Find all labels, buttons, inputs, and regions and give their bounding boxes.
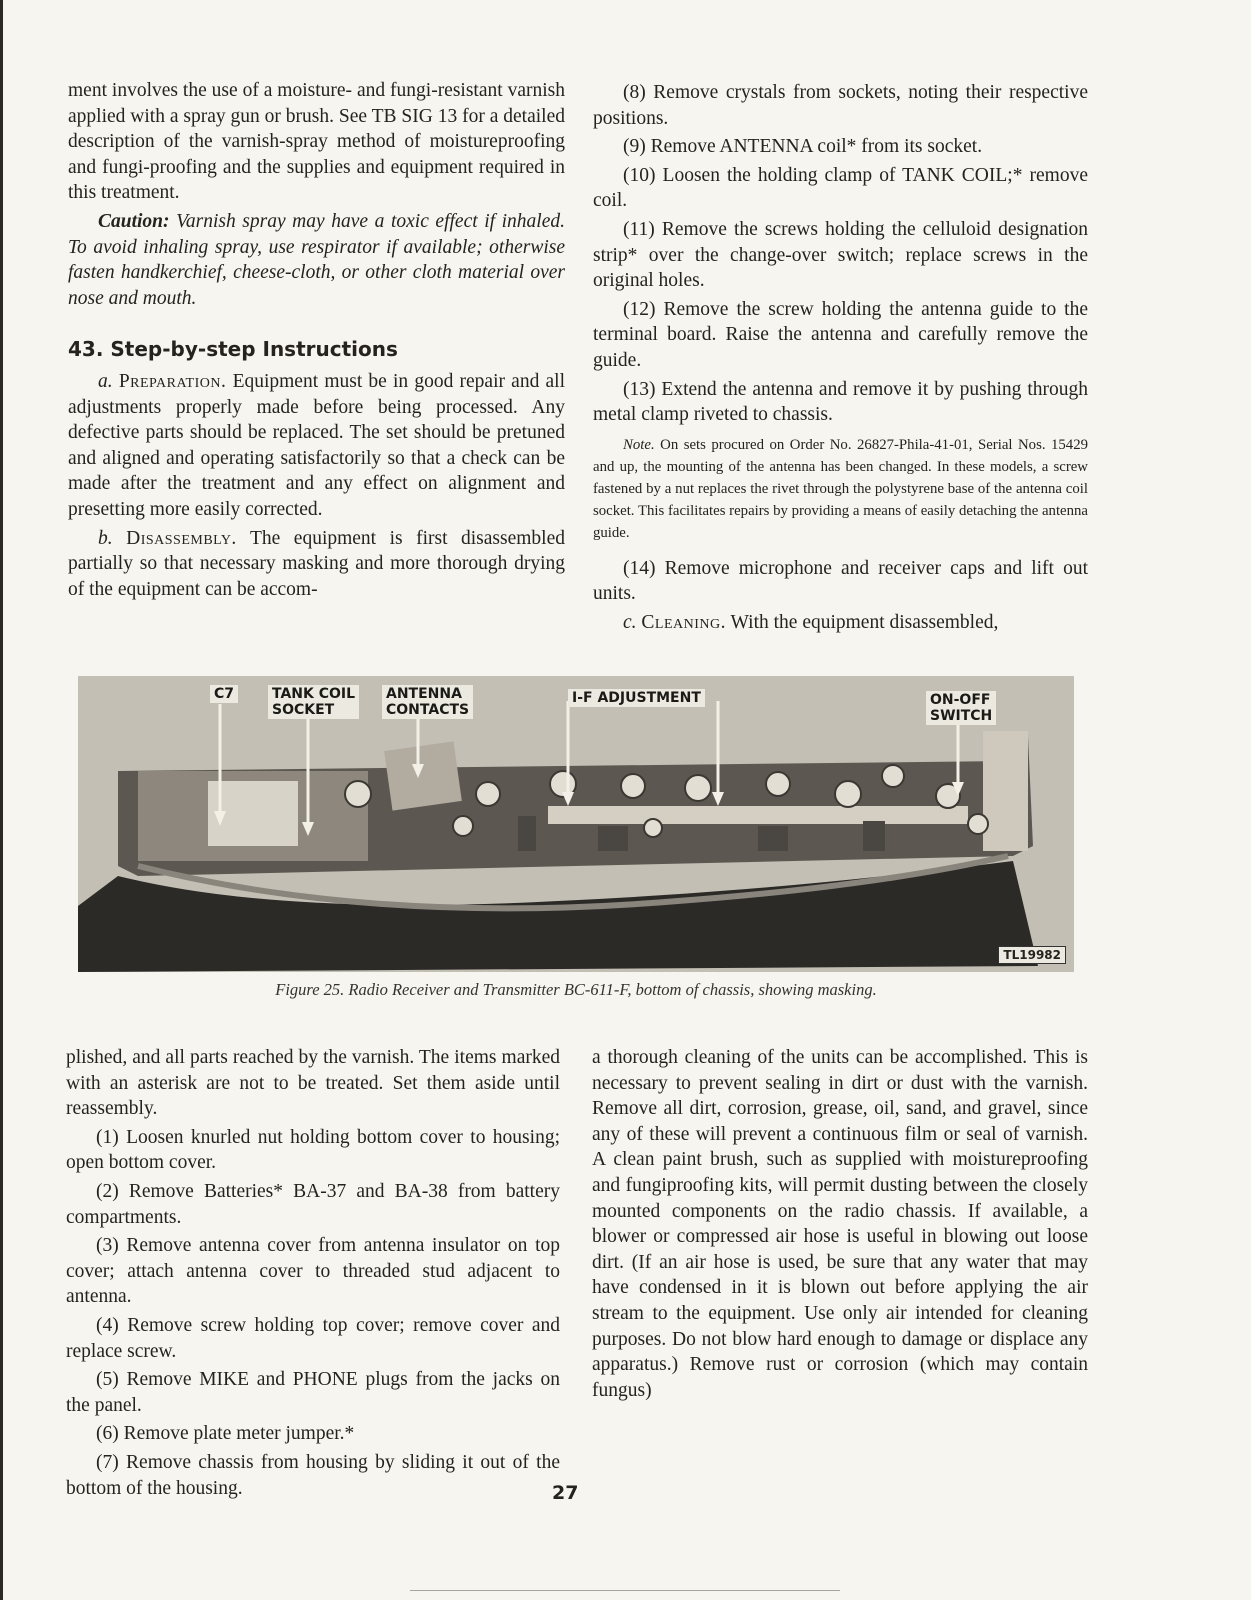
step-6: (6) Remove plate meter jumper.* [96, 1423, 355, 1445]
page-number: 27 [552, 1482, 579, 1504]
paragraph-c [593, 610, 1088, 636]
paragraph-a [68, 369, 565, 523]
step-5: (5) Remove MIKE and PHONE plugs from the jacks on the panel. [66, 1369, 560, 1416]
chassis-photo [78, 676, 1074, 972]
step-9: (9) Remove ANTENNA coil* from its socket. [623, 136, 983, 158]
paragraph-b [68, 526, 565, 603]
paragraph: ment involves the use of a moisture- and fungi-resistant varnish applied with a spray gun or brush. See TB SIG 13 for a detailed description of the varnish-spray method of moistureproofing and fungi-proofing and the supplies and equipment required in this treatment. [68, 80, 565, 204]
right-column-top [593, 80, 1088, 639]
paragraph: a thorough cleaning of the units can be accomplished. This is necessary to prevent sealing in dirt or dust with the varnish. Remove all dirt, corrosion, grease, oil, sand, and gravel, since any of these will prevent a continuous film or seal of varnish. A clean paint brush, such as supplied with moistureproofing and fungiproofing kits, will permit dusting between the closely mounted components on the radio chassis. If available, a blower or compressed air hose is useful in blowing out loose dirt. (If an air hose is used, be sure that any water that may have condensed in it is blown out before applying the air stream to the equipment. Use only air intended for cleaning purposes. Do not blow hard enough to damage or displace any apparatus.) Remove rust or corrosion (which may contain fungus) [592, 1047, 1088, 1401]
note [593, 434, 1088, 544]
step-13: (13) Extend the antenna and remove it by pushing through metal clamp riveted to chassis. [593, 378, 1088, 426]
photo-id: TL19982 [998, 946, 1066, 964]
item-marker: b. [98, 527, 113, 549]
caution-label: Caution: [98, 210, 170, 232]
label-on-off-switch: ON-OFF SWITCH [926, 691, 996, 725]
page-edge [0, 0, 3, 1600]
note-label: Note. [623, 436, 655, 453]
run-in-title: Disassembly. [126, 527, 237, 549]
step-8: (8) Remove crystals from sockets, noting their respective positions. [593, 82, 1088, 129]
paragraph: plished, and all parts reached by the varnish. The items marked with an asterisk are not to be treated. Set them aside until reassembly. [66, 1047, 560, 1120]
left-column-bottom [66, 1045, 560, 1504]
step-12: (12) Remove the screw holding the antenna guide to the terminal board. Raise the antenna and carefully remove the guide. [593, 298, 1088, 371]
right-column-bottom [592, 1045, 1088, 1406]
note-text: On sets procured on Order No. 26827-Phila-41-01, Serial Nos. 15429 and up, the mounting of the antenna has been changed. In these models, a screw fastened by a nut replaces the rivet through the polystyrene base of the antenna coil socket. This facilitates repairs by providing a means of easily detaching the antenna guide. [593, 436, 1089, 541]
item-marker: c. [623, 611, 637, 633]
step-14: (14) Remove microphone and receiver caps and lift out units. [593, 557, 1088, 605]
run-in-title: Preparation. [118, 370, 227, 392]
chassis-illustration [78, 676, 1074, 972]
label-c7: C7 [210, 685, 238, 703]
step-2: (2) Remove Batteries* BA-37 and BA-38 from battery compartments. [66, 1180, 560, 1228]
step-4: (4) Remove screw holding top cover; remove cover and replace screw. [66, 1314, 560, 1362]
footer-rule [410, 1590, 840, 1591]
caution-paragraph [68, 209, 565, 311]
step-7: (7) Remove chassis from housing by sliding it out of the bottom of the housing. [66, 1451, 560, 1499]
caution-text: Varnish spray may have a toxic effect if inhaled. To avoid inhaling spray, use respirator if available; otherwise fasten handkerchief, cheese-cloth, or other cloth material over nose and mouth. [68, 210, 565, 309]
step-11: (11) Remove the screws holding the celluloid designation strip* over the change-over switch; replace screws in the original holes. [593, 218, 1088, 292]
label-tank-coil-socket: TANK COIL SOCKET [268, 685, 359, 719]
left-column-top [68, 78, 565, 605]
paragraph-text: Equipment must be in good repair and all adjustments properly made before being processed. Any defective parts should be replaced. The set should be pretuned and aligned and operating satisfactorily so that a check can be made after the treatment and any effect on alignment and presetting more easily corrected. [68, 370, 566, 520]
paragraph-text: The equipment is first disassembled partially so that necessary masking and more thorough drying of the equipment can be accom- [68, 527, 565, 600]
run-in-title: Cleaning. [641, 611, 726, 633]
item-marker: a. [98, 370, 113, 392]
label-antenna-contacts: ANTENNA CONTACTS [382, 685, 473, 719]
step-10: (10) Loosen the holding clamp of TANK COIL;* remove coil. [593, 164, 1088, 212]
paragraph-text: With the equipment disassembled, [730, 611, 999, 633]
section-heading: 43. Step-by-step Instructions [68, 337, 398, 362]
step-3: (3) Remove antenna cover from antenna insulator on top cover; attach antenna cover to threaded stud adjacent to antenna. [66, 1235, 560, 1308]
label-if-adjustment: I-F ADJUSTMENT [568, 689, 705, 707]
figure-caption: Figure 25. Radio Receiver and Transmitter BC-611-F, bottom of chassis, showing masking. [275, 980, 877, 999]
step-1: (1) Loosen knurled nut holding bottom cover to housing; open bottom cover. [66, 1126, 560, 1174]
